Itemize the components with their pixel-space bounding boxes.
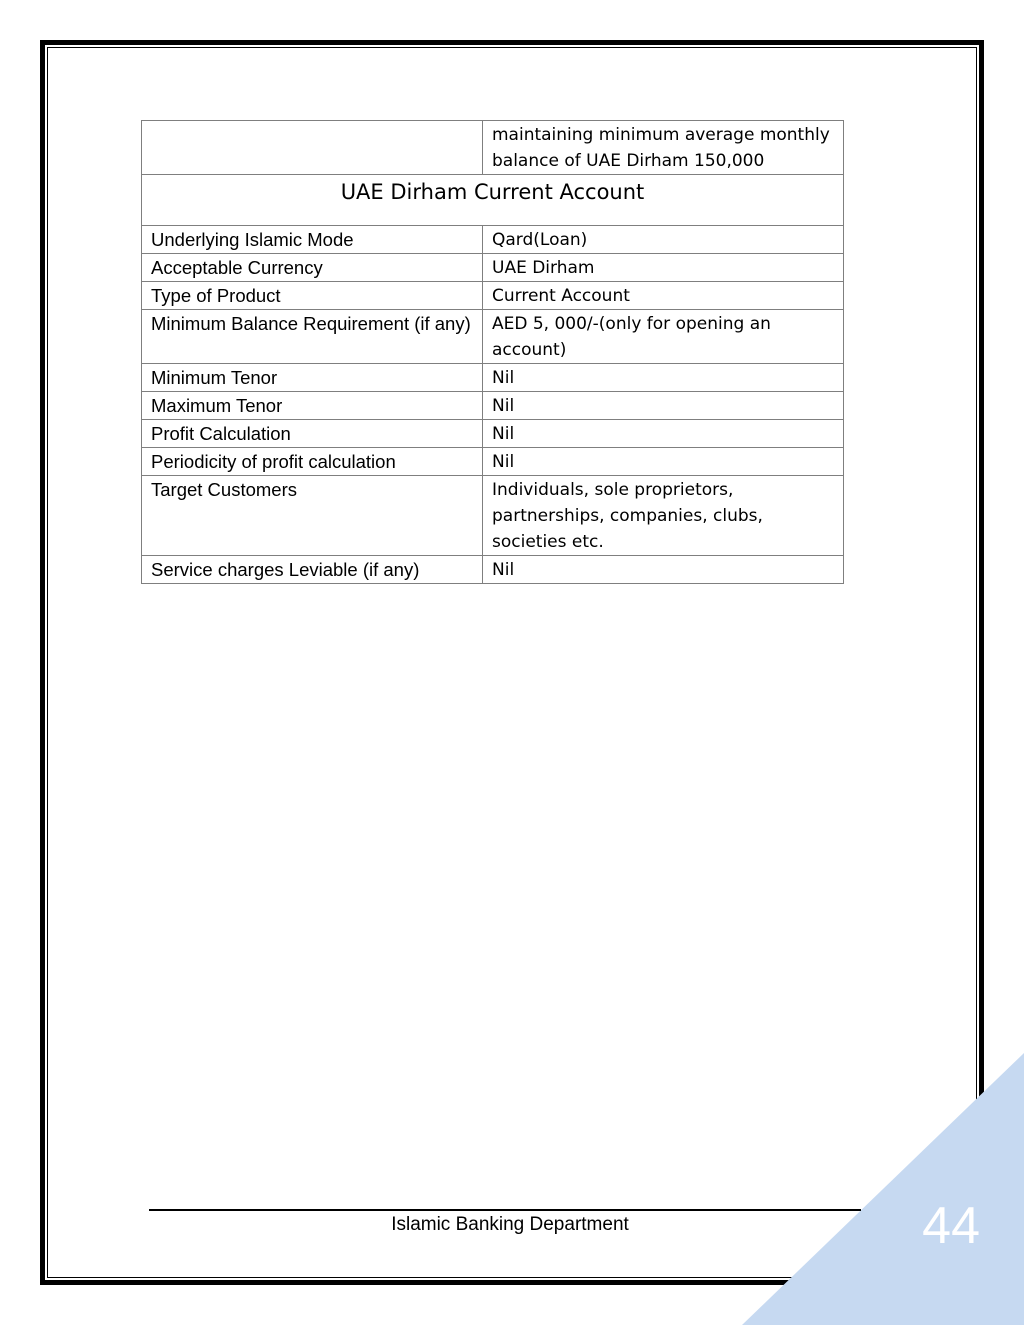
- page-number: 44: [922, 1197, 980, 1255]
- table-cell-value: Nil: [483, 364, 844, 392]
- table-cell-value: UAE Dirham: [483, 254, 844, 282]
- table-cell-label: Target Customers: [142, 476, 483, 556]
- table-cell-value: Qard(Loan): [483, 226, 844, 254]
- table-cell-empty: [142, 121, 483, 175]
- table-row: [142, 364, 844, 392]
- table-cell-label: Minimum Balance Requirement (if any): [142, 310, 483, 364]
- table-cell-value: Nil: [483, 420, 844, 448]
- table-cell-label: Maximum Tenor: [142, 392, 483, 420]
- table-cell-value: Nil: [483, 448, 844, 476]
- table-cell-value: Nil: [483, 392, 844, 420]
- table-cell-value: Individuals, sole proprietors, partnerships, companies, clubs, societies etc.: [483, 476, 844, 556]
- table-cell-label: Acceptable Currency: [142, 254, 483, 282]
- table-row: [142, 476, 844, 556]
- table-cell-value: AED 5, 000/-(only for opening an account): [483, 310, 844, 364]
- product-spec-table: [141, 120, 844, 584]
- table-cell-label: Service charges Leviable (if any): [142, 556, 483, 584]
- table-row: [142, 282, 844, 310]
- table-cell-label: Type of Product: [142, 282, 483, 310]
- table-row: [142, 121, 844, 175]
- table-row: [142, 420, 844, 448]
- footer-rule: [149, 1209, 861, 1211]
- table-cell-label: Minimum Tenor: [142, 364, 483, 392]
- table-row: [142, 448, 844, 476]
- table-row: [142, 392, 844, 420]
- table-row: [142, 556, 844, 584]
- table-cell-label: Profit Calculation: [142, 420, 483, 448]
- table-row: [142, 310, 844, 364]
- table-cell-value: Current Account: [483, 282, 844, 310]
- table-row-heading: [142, 175, 844, 226]
- table-cell-value: Nil: [483, 556, 844, 584]
- section-title: UAE Dirham Current Account: [142, 175, 844, 226]
- table-cell-label: Periodicity of profit calculation: [142, 448, 483, 476]
- table-row: [142, 226, 844, 254]
- table-cell-value: maintaining minimum average monthly balance of UAE Dirham 150,000: [483, 121, 844, 175]
- table-row: [142, 254, 844, 282]
- table-cell-label: Underlying Islamic Mode: [142, 226, 483, 254]
- footer-department: Islamic Banking Department: [391, 1214, 629, 1235]
